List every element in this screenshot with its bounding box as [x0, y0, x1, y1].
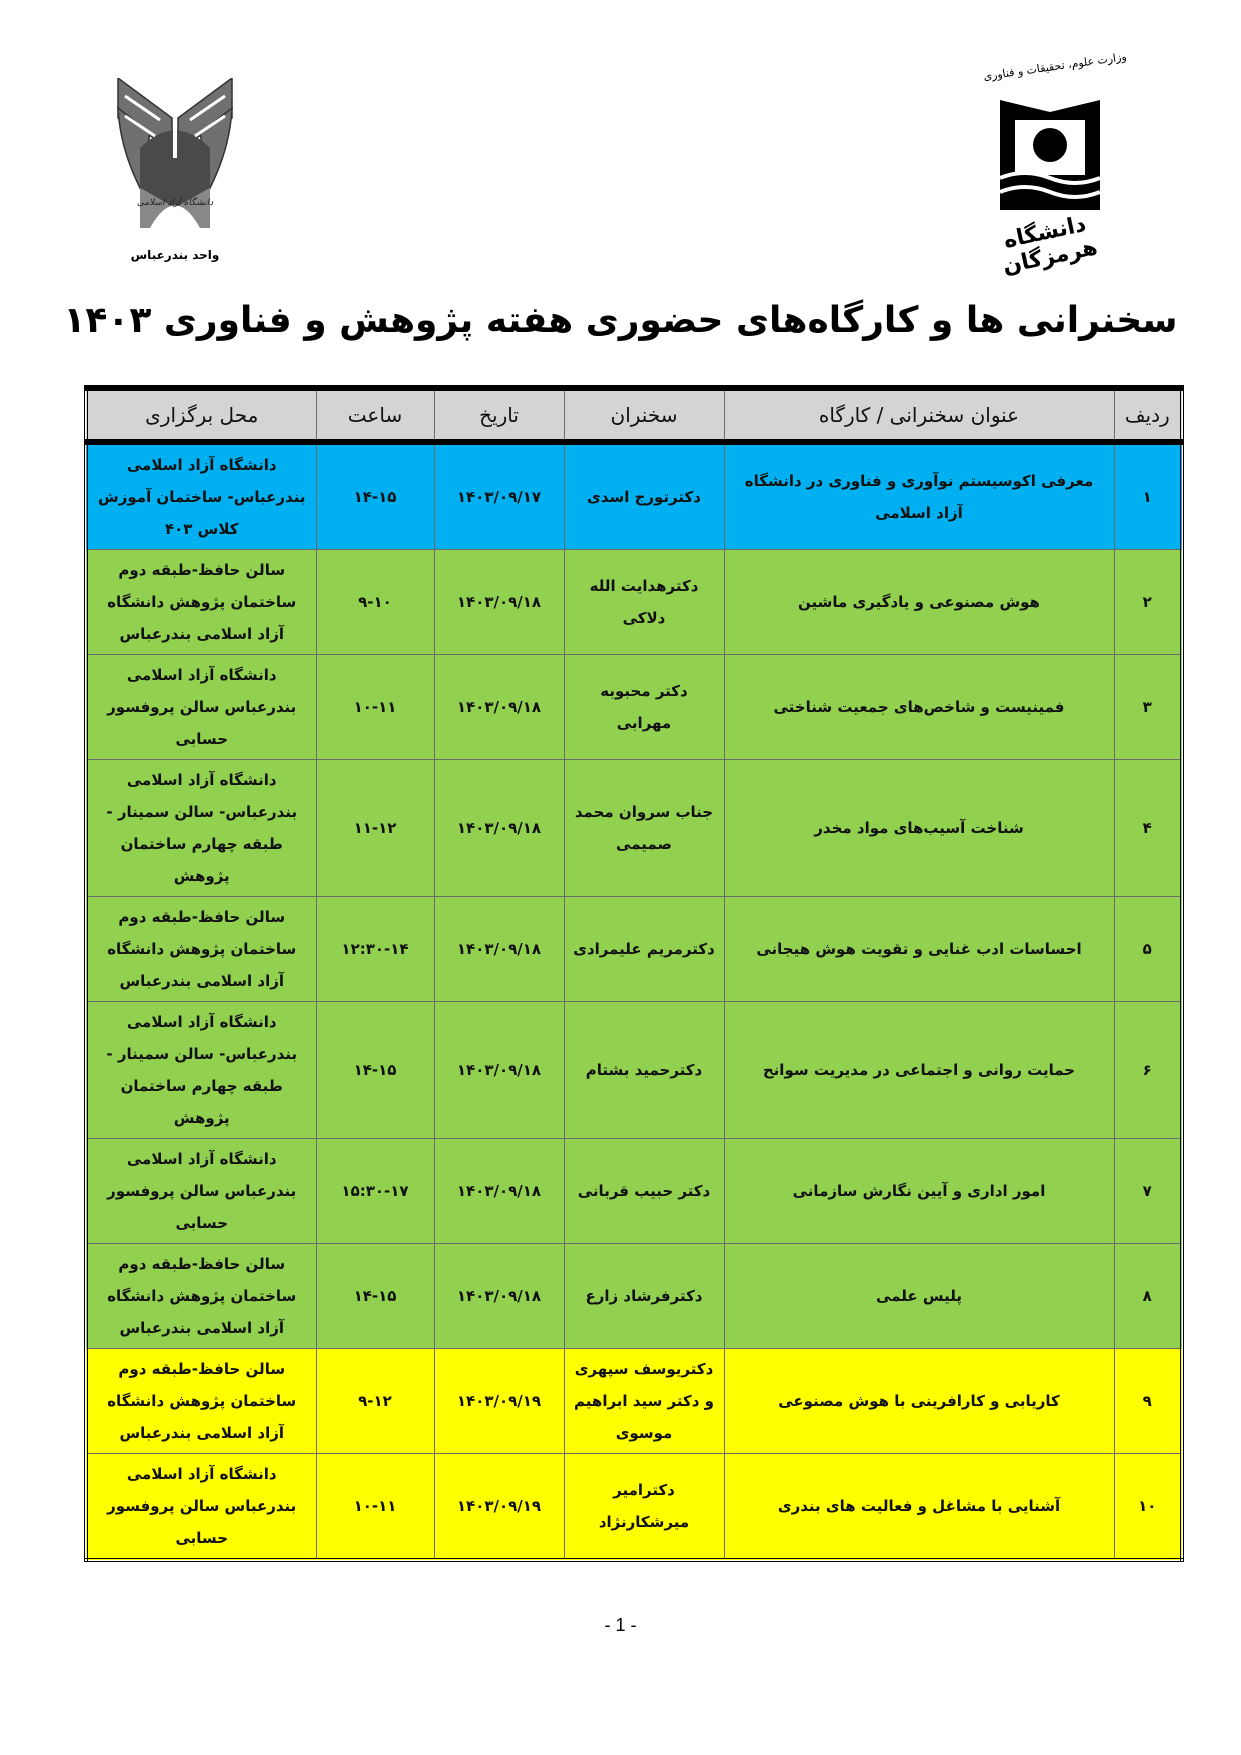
row-date: ۱۴۰۳/۰۹/۱۹ [434, 1454, 564, 1561]
row-time: ۱۵:۳۰-۱۷ [316, 1139, 434, 1244]
header-time: ساعت [316, 388, 434, 442]
row-date: ۱۴۰۳/۰۹/۱۸ [434, 897, 564, 1002]
row-date: ۱۴۰۳/۰۹/۱۹ [434, 1349, 564, 1454]
row-time: ۱۴-۱۵ [316, 1002, 434, 1139]
hormozgan-university-logo [955, 50, 1140, 280]
row-no: ۵ [1114, 897, 1182, 1002]
row-no: ۱۰ [1114, 1454, 1182, 1561]
page-title: سخنرانی ها و کارگاه‌های حضوری هفته پژوهش و فناوری ۱۴۰۳ [63, 300, 1178, 341]
row-speaker: دکترحمید بشتام [564, 1002, 724, 1139]
right-logo-bottom-text: دانشگاه هرمزگان [1000, 211, 1100, 280]
row-no: ۱ [1114, 442, 1182, 550]
header-speaker: سخنران [564, 388, 724, 442]
table-row [86, 1454, 1182, 1561]
row-no: ۲ [1114, 550, 1182, 655]
header-location: محل برگزاری [86, 388, 316, 442]
row-time: ۱۱-۱۲ [316, 760, 434, 897]
row-speaker: دکترفرشاد زارع [564, 1244, 724, 1349]
row-date: ۱۴۰۳/۰۹/۱۸ [434, 1002, 564, 1139]
table-row [86, 760, 1182, 897]
row-topic: آشنایی با مشاغل و فعالیت های بندری [724, 1454, 1114, 1561]
row-location: دانشگاه آزاد اسلامی بندرعباس سالن پروفسور حسابی [86, 1454, 316, 1561]
row-speaker: دکترامیر میرشکارنژاد [564, 1454, 724, 1561]
row-time: ۱۴-۱۵ [316, 1244, 434, 1349]
table-row [86, 442, 1182, 550]
row-date: ۱۴۰۳/۰۹/۱۸ [434, 550, 564, 655]
row-speaker: دکترهدایت الله دلاکی [564, 550, 724, 655]
row-time: ۱۴-۱۵ [316, 442, 434, 550]
row-time: ۱۲:۳۰-۱۴ [316, 897, 434, 1002]
row-topic: حمایت روانی و اجتماعی در مدیریت سوانح [724, 1002, 1114, 1139]
row-location: دانشگاه آزاد اسلامی بندرعباس- ساختمان آموزش کلاس ۴۰۳ [86, 442, 316, 550]
row-speaker: دکتریوسف سپهری و دکتر سید ابراهیم موسوی [564, 1349, 724, 1454]
left-logo-caption: واحد بندرعباس [130, 248, 220, 262]
row-location: دانشگاه آزاد اسلامی بندرعباس- سالن سمینار - طبقه چهارم ساختمان پژوهش [86, 1002, 316, 1139]
row-no: ۶ [1114, 1002, 1182, 1139]
header-date: تاریخ [434, 388, 564, 442]
row-topic: هوش مصنوعی و یادگیری ماشین [724, 550, 1114, 655]
table-row [86, 897, 1182, 1002]
table-header-row [86, 388, 1182, 442]
row-no: ۴ [1114, 760, 1182, 897]
row-time: ۹-۱۰ [316, 550, 434, 655]
row-location: دانشگاه آزاد اسلامی بندرعباس سالن پروفسور حسابی [86, 1139, 316, 1244]
row-topic: فمینیست و شاخص‌های جمعیت شناختی [724, 655, 1114, 760]
row-speaker: جناب سروان محمد صمیمی [564, 760, 724, 897]
row-location: سالن حافظ-طبقه دوم ساختمان پژوهش دانشگاه آزاد اسلامی بندرعباس [86, 550, 316, 655]
row-date: ۱۴۰۳/۰۹/۱۸ [434, 760, 564, 897]
row-time: ۱۰-۱۱ [316, 1454, 434, 1561]
row-location: سالن حافظ-طبقه دوم ساختمان پژوهش دانشگاه آزاد اسلامی بندرعباس [86, 1349, 316, 1454]
row-topic: پلیس علمی [724, 1244, 1114, 1349]
row-time: ۱۰-۱۱ [316, 655, 434, 760]
row-speaker: دکترتورج اسدی [564, 442, 724, 550]
row-no: ۹ [1114, 1349, 1182, 1454]
table-row [86, 1002, 1182, 1139]
page-number: - 1 - [604, 1615, 637, 1635]
row-date: ۱۴۰۳/۰۹/۱۸ [434, 655, 564, 760]
right-logo-top-text: وزارت علوم، تحقیقات و فناوری [982, 50, 1128, 83]
row-date: ۱۴۰۳/۰۹/۱۸ [434, 1244, 564, 1349]
row-location: دانشگاه آزاد اسلامی بندرعباس سالن پروفسور حسابی [86, 655, 316, 760]
row-speaker: دکترمریم علیمرادی [564, 897, 724, 1002]
azad-university-logo [110, 78, 240, 268]
header-topic: عنوان سخنرانی / کارگاه [724, 388, 1114, 442]
table-row [86, 1139, 1182, 1244]
row-topic: کاریابی و کارافرینی با هوش مصنوعی [724, 1349, 1114, 1454]
table-row [86, 1244, 1182, 1349]
row-date: ۱۴۰۳/۰۹/۱۸ [434, 1139, 564, 1244]
row-speaker: دکتر حبیب قربانی [564, 1139, 724, 1244]
row-no: ۸ [1114, 1244, 1182, 1349]
row-location: دانشگاه آزاد اسلامی بندرعباس- سالن سمینار - طبقه چهارم ساختمان پژوهش [86, 760, 316, 897]
row-speaker: دکتر محبوبه مهرابی [564, 655, 724, 760]
row-topic: معرفی اکوسیستم نوآوری و فناوری در دانشگاه آزاد اسلامی [724, 442, 1114, 550]
row-no: ۳ [1114, 655, 1182, 760]
row-location: سالن حافظ-طبقه دوم ساختمان پژوهش دانشگاه آزاد اسلامی بندرعباس [86, 1244, 316, 1349]
table-row [86, 1349, 1182, 1454]
row-date: ۱۴۰۳/۰۹/۱۷ [434, 442, 564, 550]
row-topic: احساسات ادب غنایی و تقویت هوش هیجانی [724, 897, 1114, 1002]
left-logo-text: دانشگاه آزاد اسلامی [136, 198, 214, 208]
row-time: ۹-۱۲ [316, 1349, 434, 1454]
row-topic: شناخت آسیب‌های مواد مخدر [724, 760, 1114, 897]
row-topic: امور اداری و آیین نگارش سازمانی [724, 1139, 1114, 1244]
events-table [84, 385, 1184, 1562]
events-table-container [84, 385, 1180, 1562]
row-location: سالن حافظ-طبقه دوم ساختمان پژوهش دانشگاه آزاد اسلامی بندرعباس [86, 897, 316, 1002]
table-row [86, 655, 1182, 760]
table-row [86, 550, 1182, 655]
row-no: ۷ [1114, 1139, 1182, 1244]
header-row-no: ردیف [1114, 388, 1182, 442]
